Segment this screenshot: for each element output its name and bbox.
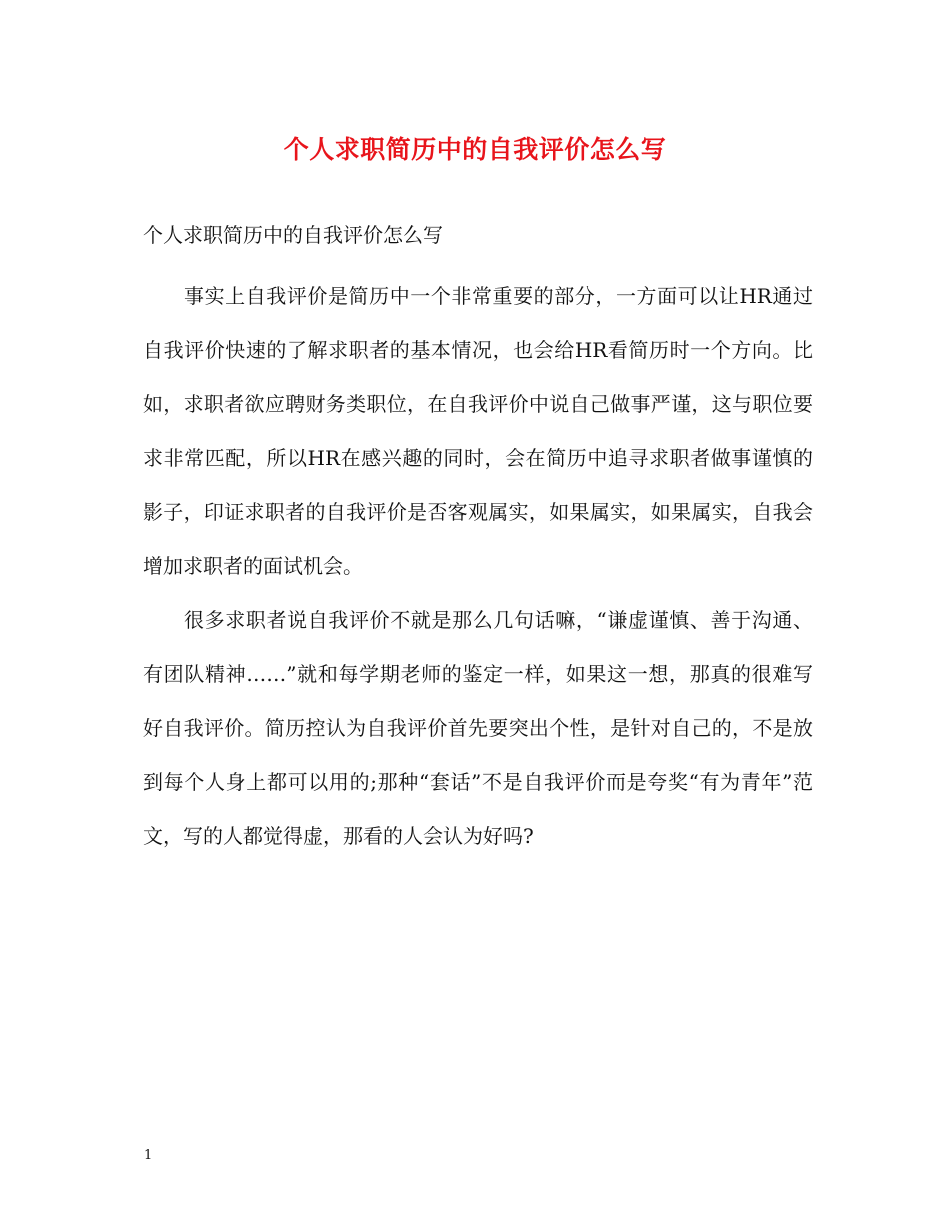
paragraph-2: 很多求职者说自我评价不就是那么几句话嘛，“谦虚谨慎、善于沟通、有团队精神……”就和每学期老师的鉴定一样，如果这一想，那真的很难写好自我评价。简历控认为自我评价首先要突出个性，是针对自己的，不是放到每个人身上都可以用的;那种“套话”不是自我评价而是夸奖“有为青年”范文，写的人都觉得虚，那看的人会认为好吗? [143, 608, 813, 848]
page-number: 1 [144, 1148, 153, 1163]
document-subtitle: 个人求职简历中的自我评价怎么写 [143, 223, 443, 247]
document-body [143, 215, 813, 863]
document-title: 个人求职简历中的自我评价怎么写 [283, 135, 667, 164]
paragraph-1: 事实上自我评价是简历中一个非常重要的部分，一方面可以让HR通过自我评价快速的了解求职者的基本情况，也会给HR看简历时一个方向。比如，求职者欲应聘财务类职位，在自我评价中说自己做事严谨，这与职位要求非常匹配，所以HR在感兴趣的同时，会在简历中追寻求职者做事谨慎的影子，印证求职者的自我评价是否客观属实，如果属实，如果属实，自我会增加求职者的面试机会。 [143, 284, 813, 578]
